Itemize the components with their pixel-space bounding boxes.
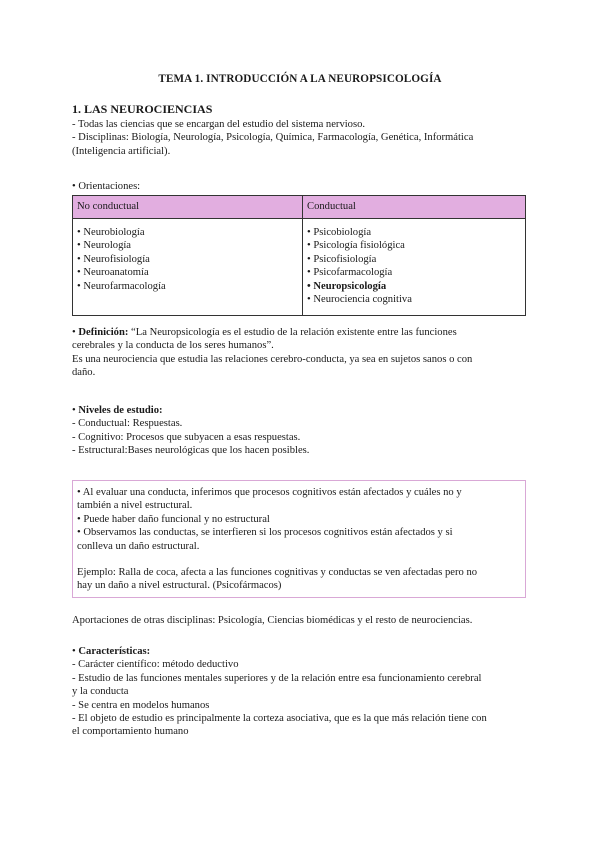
orientaciones-table (72, 195, 526, 316)
box-line: conlleva un daño estructural. (77, 540, 200, 552)
list-item: • Psicofisiología (307, 253, 377, 265)
definicion-line-3: Es una neurociencia que estudia las relaciones cerebro-conducta, ya sea en sujetos sanos o con (72, 353, 473, 365)
list-item: - Se centra en modelos humanos (72, 699, 210, 711)
box-line: • Observamos las conductas, se interfieren si los procesos cognitivos están afectados y si (77, 527, 453, 539)
definicion-block (72, 326, 528, 380)
table-header-row (73, 196, 526, 219)
niveles-heading: • Niveles de estudio: (72, 405, 163, 416)
box-example-line: Ejemplo: Ralla de coca, afecta a las funciones cognitivas y conductas se ven afectadas pero no (77, 567, 478, 579)
no-conductual-cell (73, 219, 303, 316)
list-item: el comportamiento humano (72, 726, 189, 738)
caracteristicas-heading: • Características: (72, 646, 151, 657)
list-item: • Neurología (77, 240, 132, 252)
list-item-bold: • Neuropsicología (307, 280, 387, 292)
list-item: - Estudio de las funciones mentales superiores y de la relación entre esa funcionamiento cerebral (72, 672, 482, 684)
caracteristicas-label: Características: (78, 646, 151, 657)
list-item: - Cognitivo: Procesos que subyacen a esas respuestas. (72, 431, 301, 443)
header-no-conductual: No conductual (73, 196, 303, 219)
list-item: • Neuroanatomía (77, 267, 149, 279)
section-heading: 1. LAS NEUROCIENCIAS (72, 102, 213, 116)
document-title: TEMA 1. INTRODUCCIÓN A LA NEUROPSICOLOGÍA (158, 73, 442, 85)
list-item: • Psicología fisiológica (307, 240, 405, 252)
aportaciones-text: Aportaciones de otras disciplinas: Psicología, Ciencias biomédicas y el resto de neurociencias. (72, 615, 473, 626)
definicion-line-4: daño. (72, 367, 96, 379)
list-item: • Neurofisiología (77, 253, 150, 265)
list-item: • Neurociencia cognitiva (307, 294, 412, 306)
list-item: - Estructural:Bases neurológicas que los hacen posibles. (72, 445, 310, 457)
conductual-list (307, 226, 521, 306)
box-example-line: hay un daño a nivel estructural. (Psicofármacos) (77, 580, 282, 592)
definicion-label: Definición: (78, 327, 129, 338)
niveles-label: Niveles de estudio: (78, 405, 163, 416)
header-conductual: Conductual (303, 196, 526, 219)
caracteristicas-block (72, 645, 528, 739)
no-conductual-list (77, 226, 298, 293)
note-box (72, 480, 526, 598)
list-item: • Psicofarmacología (307, 267, 393, 279)
list-item: - El objeto de estudio es principalmente la corteza asociativa, que es la que más relación tiene con (72, 713, 487, 725)
list-item: - Conductual: Respuestas. (72, 418, 183, 430)
list-item: y la conducta (72, 686, 129, 698)
section-intro (72, 118, 528, 158)
list-item: - Carácter científico: método deductivo (72, 659, 239, 671)
box-line: • Puede haber daño funcional y no estructural (77, 513, 270, 525)
niveles-block (72, 404, 528, 458)
intro-line-1: - Todas las ciencias que se encargan del estudio del sistema nervioso. (72, 119, 366, 130)
list-item: • Psicobiología (307, 227, 372, 238)
list-item: • Neurobiología (77, 227, 145, 238)
list-item: • Neurofarmacología (77, 280, 166, 292)
box-line: también a nivel estructural. (77, 500, 193, 512)
definicion-line-2: cerebrales y la conducta de los seres humanos”. (72, 340, 274, 352)
intro-line-2: - Disciplinas: Biología, Neurología, Psicología, Química, Farmacología, Genética, Informática (72, 132, 474, 144)
table-body-row (73, 219, 526, 316)
conductual-cell (303, 219, 526, 316)
intro-line-3: (Inteligencia artificial). (72, 145, 171, 157)
definicion-line-1: • Definición: “La Neuropsicología es el estudio de la relación existente entre las funciones (72, 327, 457, 338)
box-line: • Al evaluar una conducta, inferimos que procesos cognitivos están afectados y cuáles no y (77, 487, 462, 498)
orientaciones-label: • Orientaciones: (72, 181, 141, 192)
